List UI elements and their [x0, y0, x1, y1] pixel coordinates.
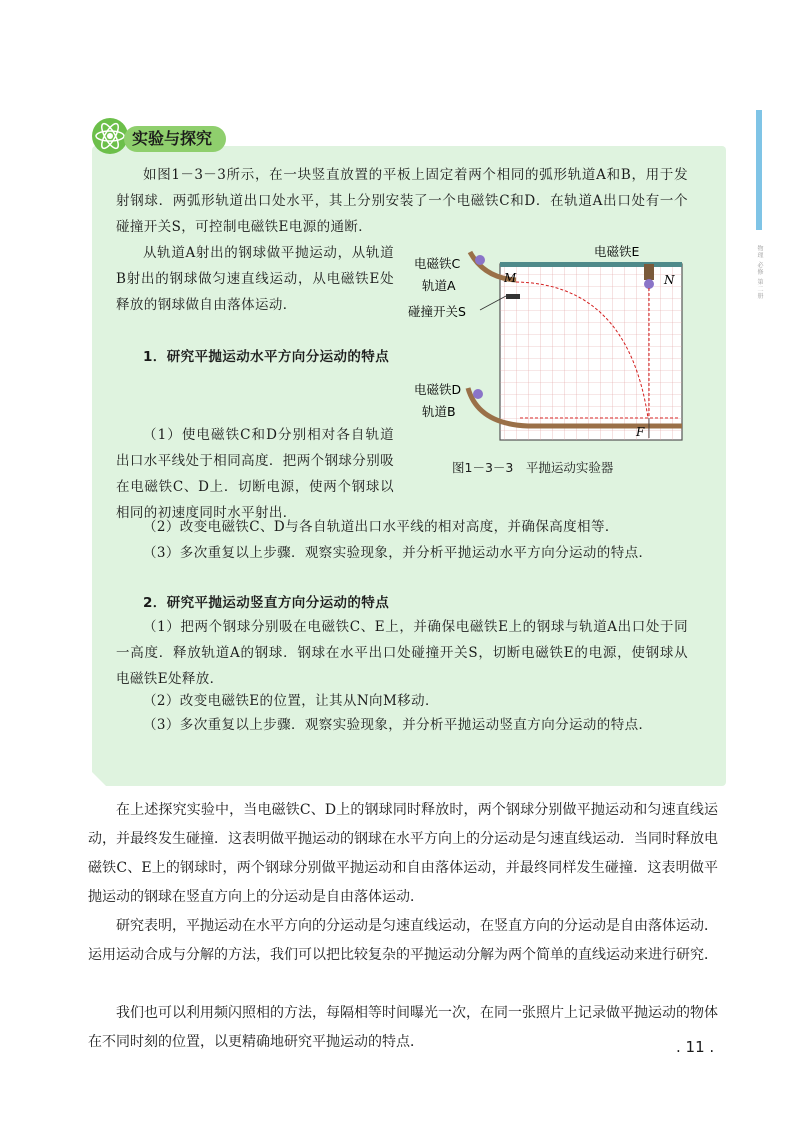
label-magnet-d: 电磁铁D	[414, 382, 462, 397]
heading-vertical: 2．研究平抛运动竖直方向分运动的特点	[143, 595, 390, 611]
ball-e	[644, 279, 654, 289]
experiment-intro: 如图1－3－3所示，在一块竖直放置的平板上固定着两个相同的弧形轨道A和B，用于发射钢球．两弧形轨道出口处水平，其上分别安装了一个电磁铁C和D．在轨道A出口处有一个碰撞开关S，可控制电磁铁E电源的通断．	[116, 167, 688, 235]
top-rail	[500, 262, 682, 267]
grid	[500, 264, 682, 440]
magnet-d	[473, 389, 483, 399]
label-magnet-e: 电磁铁E	[594, 244, 640, 259]
magnet-e	[644, 264, 654, 280]
step-2-2: （2）改变电磁铁E的位置，让其从N向M移动．	[143, 693, 439, 709]
page-edge-tab	[756, 110, 762, 230]
step-1-3: （3）多次重复以上步骤．观察实验现象，并分析平抛运动水平方向分运动的特点．	[143, 545, 653, 561]
heading-horizontal: 1．研究平抛运动水平方向分运动的特点	[143, 349, 390, 365]
label-switch-s: 碰撞开关S	[408, 304, 466, 319]
label-point-m: M	[504, 271, 517, 285]
label-magnet-c: 电磁铁C	[414, 256, 461, 271]
apparatus-figure	[408, 238, 694, 454]
experiment-paragraph-2: 从轨道A射出的钢球做平抛运动，从轨道B射出的钢球做匀速直线运动，从电磁铁E处释放的钢球做自由落体运动．	[116, 245, 394, 313]
step-2-1: （1）把两个钢球分别吸在电磁铁C、E上，并确保电磁铁E上的钢球与轨道A出口处于同一高度．释放轨道A的钢球．钢球在水平出口处碰撞开关S，切断电磁铁E的电源，使钢球从电磁铁E处释放．	[116, 619, 688, 687]
figure-caption: 图1－3－3 平抛运动实验器	[452, 460, 614, 475]
section-badge: 实验与探究	[124, 126, 226, 152]
switch-s	[506, 294, 520, 299]
body-paragraph-2: 研究表明，平抛运动在水平方向的分运动是匀速直线运动，在竖直方向的分运动是自由落体运动．运用运动合成与分解的方法，我们可以把比较复杂的平抛运动分解为两个简单的直线运动来进行研究．	[88, 918, 718, 963]
label-point-f: F	[636, 425, 645, 439]
body-paragraph-1: 在上述探究实验中，当电磁铁C、D上的钢球同时释放时，两个钢球分别做平抛运动和匀速直线运动，并最终发生碰撞．这表明做平抛运动的钢球在水平方向上的分运动是匀速直线运动．当同时释放电磁铁C、E上的钢球时，两个钢球分别做平抛运动和自由落体运动，并最终同样发生碰撞．这表明做平抛运动的钢球在竖直方向上的分运动是自由落体运动．	[88, 802, 718, 905]
magnet-c	[475, 255, 485, 265]
label-track-a: 轨道A	[422, 278, 456, 293]
body-paragraph-3: 我们也可以利用频闪照相的方法，每隔相等时间曝光一次，在同一张照片上记录做平抛运动的物体在不同时刻的位置，以更精确地研究平抛运动的特点．	[88, 1005, 718, 1050]
step-1-2: （2）改变电磁铁C、D与各自轨道出口水平线的相对高度，并确保高度相等．	[143, 519, 619, 535]
step-1-1: （1）使电磁铁C和D分别相对各自轨道出口水平线处于相同高度．把两个钢球分别吸在电磁铁C、D上．切断电源，使两个钢球以相同的初速度同时水平射出．	[116, 427, 394, 521]
step-2-3: （3）多次重复以上步骤．观察实验现象，并分析平抛运动竖直方向分运动的特点．	[143, 717, 653, 733]
side-running-text: 物理 必修 第二册	[756, 245, 763, 300]
label-track-b: 轨道B	[422, 404, 456, 419]
page-number: . 11 .	[676, 1038, 715, 1056]
label-point-n: N	[664, 273, 675, 287]
